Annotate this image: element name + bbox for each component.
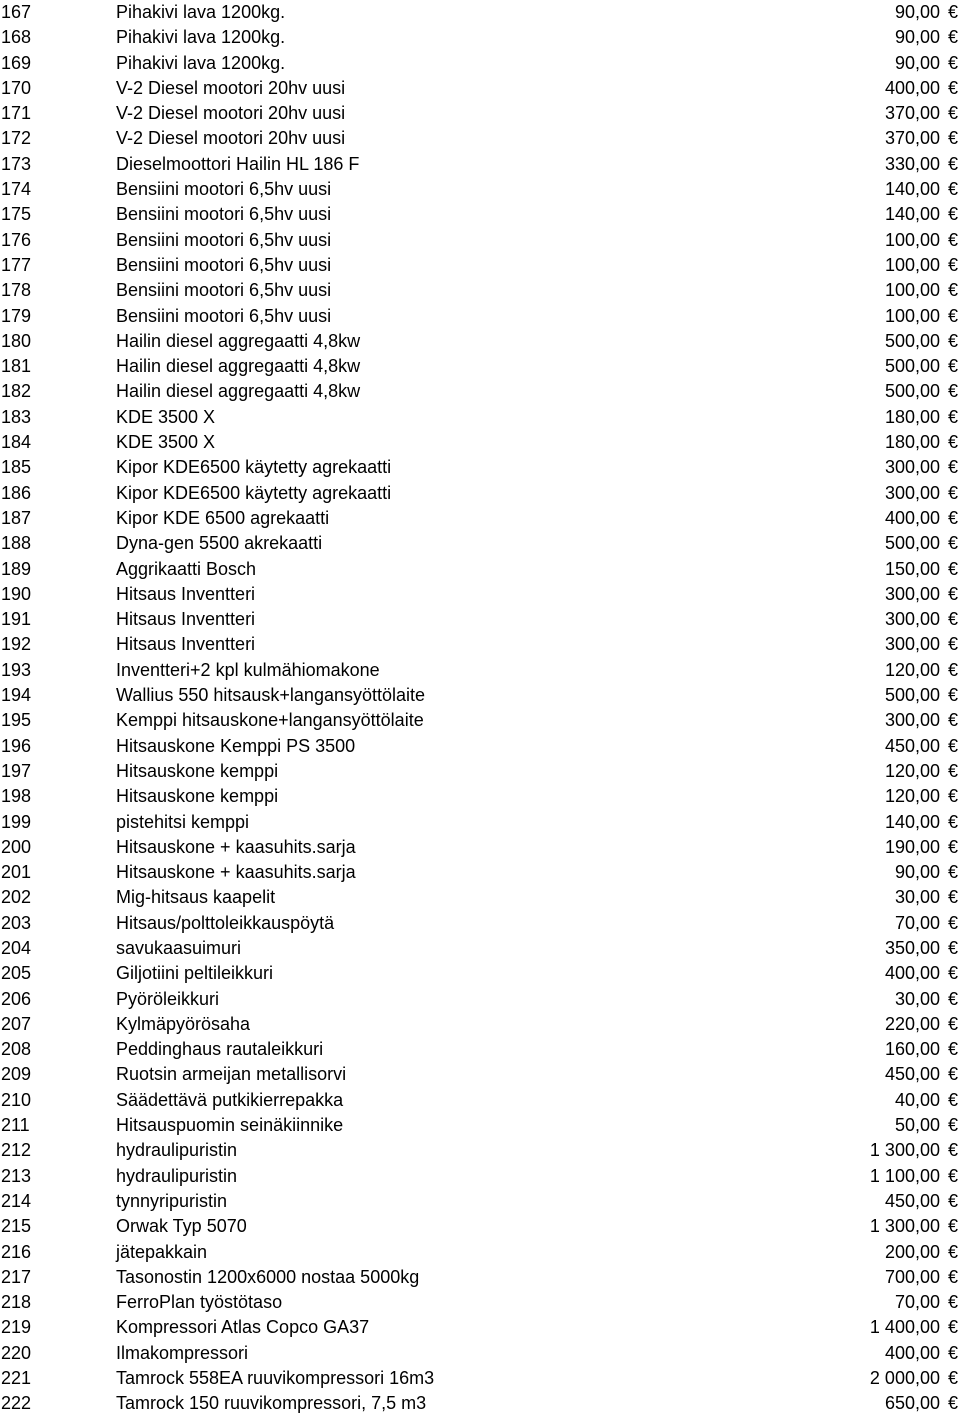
item-price: 1 300,00 <box>869 1216 940 1237</box>
currency-symbol: € <box>947 887 958 908</box>
item-description: Inventteri+2 kpl kulmähiomakone <box>116 659 380 680</box>
currency-symbol: € <box>947 609 958 630</box>
currency-symbol: € <box>947 254 958 275</box>
item-price: 500,00 <box>884 381 940 402</box>
item-number: 185 <box>1 457 32 478</box>
item-description: Dyna-gen 5500 akrekaatti <box>116 533 323 554</box>
list-item <box>0 101 960 126</box>
item-price: 100,00 <box>884 229 940 250</box>
list-item <box>0 1366 960 1391</box>
item-description: KDE 3500 X <box>116 406 216 427</box>
item-price: 300,00 <box>884 710 940 731</box>
item-number: 167 <box>1 2 32 22</box>
item-price: 450,00 <box>884 1064 940 1085</box>
item-price: 100,00 <box>884 305 940 326</box>
item-price: 700,00 <box>884 1266 940 1287</box>
item-description: Tamrock 150 ruuvikompressori, 7,5 m3 <box>116 1393 427 1414</box>
list-item <box>0 1062 960 1087</box>
item-price: 300,00 <box>884 482 940 503</box>
item-description: pistehitsi kemppi <box>116 811 250 832</box>
item-description: Aggrikaatti Bosch <box>116 558 257 579</box>
item-description: Kylmäpyörösaha <box>116 1013 251 1034</box>
item-price: 30,00 <box>894 887 940 908</box>
item-description: Tamrock 558EA ruuvikompressori 16m3 <box>116 1368 435 1389</box>
item-description: Hailin diesel aggregaatti 4,8kw <box>116 356 361 377</box>
item-price: 30,00 <box>894 988 940 1009</box>
item-price: 350,00 <box>884 937 940 958</box>
item-description: Tasonostin 1200x6000 nostaa 5000kg <box>116 1266 420 1287</box>
list-item <box>0 1189 960 1214</box>
list-item <box>0 632 960 657</box>
item-price: 300,00 <box>884 583 940 604</box>
currency-symbol: € <box>947 103 958 124</box>
currency-symbol: € <box>947 1241 958 1262</box>
list-item <box>0 1088 960 1113</box>
currency-symbol: € <box>947 1115 958 1136</box>
list-item <box>0 1240 960 1265</box>
item-price: 370,00 <box>884 128 940 149</box>
item-number: 205 <box>1 963 32 984</box>
list-item <box>0 455 960 480</box>
currency-symbol: € <box>947 179 958 200</box>
item-description: Bensiini mootori 6,5hv uusi <box>116 229 332 250</box>
currency-symbol: € <box>947 52 958 73</box>
currency-symbol: € <box>947 432 958 453</box>
list-item <box>0 228 960 253</box>
list-item <box>0 76 960 101</box>
item-description: Hitsaus Inventteri <box>116 609 256 630</box>
item-number: 215 <box>1 1216 32 1237</box>
item-number: 221 <box>1 1368 32 1389</box>
item-price: 500,00 <box>884 685 940 706</box>
item-number: 201 <box>1 862 32 883</box>
list-item <box>0 430 960 455</box>
item-description: hydraulipuristin <box>116 1165 238 1186</box>
list-item <box>0 531 960 556</box>
item-description: Kipor KDE6500 käytetty agrekaatti <box>116 482 392 503</box>
list-item <box>0 25 960 50</box>
currency-symbol: € <box>947 1140 958 1161</box>
item-description: Bensiini mootori 6,5hv uusi <box>116 204 332 225</box>
currency-symbol: € <box>947 204 958 225</box>
item-description: Ruotsin armeijan metallisorvi <box>116 1064 347 1085</box>
item-number: 209 <box>1 1064 32 1085</box>
item-number: 189 <box>1 558 32 579</box>
list-item <box>0 481 960 506</box>
list-item <box>0 379 960 404</box>
item-number: 194 <box>1 685 32 706</box>
item-description: Hitsaus/polttoleikkauspöytä <box>116 912 335 933</box>
item-description: V-2 Diesel mootori 20hv uusi <box>116 77 346 98</box>
currency-symbol: € <box>947 735 958 756</box>
item-description: Ilmakompressori <box>116 1342 249 1363</box>
item-number: 197 <box>1 760 32 781</box>
currency-symbol: € <box>947 659 958 680</box>
item-price: 70,00 <box>894 1292 940 1313</box>
item-price: 1 400,00 <box>869 1317 940 1338</box>
item-description: Wallius 550 hitsausk+langansyöttölaite <box>116 685 426 706</box>
item-price: 400,00 <box>884 1342 940 1363</box>
item-price: 120,00 <box>884 659 940 680</box>
list-item <box>0 329 960 354</box>
item-description: Kompressori Atlas Copco GA37 <box>116 1317 370 1338</box>
item-number: 188 <box>1 533 32 554</box>
item-price: 70,00 <box>894 912 940 933</box>
item-price: 330,00 <box>884 153 940 174</box>
currency-symbol: € <box>947 811 958 832</box>
item-number: 202 <box>1 887 32 908</box>
list-item <box>0 177 960 202</box>
item-price: 90,00 <box>894 2 940 22</box>
item-number: 200 <box>1 836 32 857</box>
list-item <box>0 1012 960 1037</box>
currency-symbol: € <box>947 963 958 984</box>
currency-symbol: € <box>947 533 958 554</box>
item-number: 171 <box>1 103 32 124</box>
item-number: 199 <box>1 811 32 832</box>
item-description: Peddinghaus rautaleikkuri <box>116 1039 324 1060</box>
item-number: 177 <box>1 254 32 275</box>
item-number: 195 <box>1 710 32 731</box>
item-price: 90,00 <box>894 862 940 883</box>
list-item <box>0 1164 960 1189</box>
list-item <box>0 607 960 632</box>
list-item <box>0 51 960 76</box>
list-item <box>0 885 960 910</box>
item-price: 200,00 <box>884 1241 940 1262</box>
item-number: 212 <box>1 1140 32 1161</box>
item-number: 208 <box>1 1039 32 1060</box>
currency-symbol: € <box>947 381 958 402</box>
currency-symbol: € <box>947 558 958 579</box>
item-price: 500,00 <box>884 330 940 351</box>
currency-symbol: € <box>947 406 958 427</box>
item-number: 180 <box>1 330 32 351</box>
currency-symbol: € <box>947 1064 958 1085</box>
currency-symbol: € <box>947 27 958 48</box>
item-description: tynnyripuristin <box>116 1190 228 1211</box>
item-description: Hitsauskone kemppi <box>116 760 279 781</box>
list-item <box>0 278 960 303</box>
item-price: 220,00 <box>884 1013 940 1034</box>
list-item <box>0 557 960 582</box>
item-description: V-2 Diesel mootori 20hv uusi <box>116 128 346 149</box>
item-price: 500,00 <box>884 533 940 554</box>
item-number: 175 <box>1 204 32 225</box>
item-number: 181 <box>1 356 32 377</box>
item-number: 213 <box>1 1165 32 1186</box>
item-price: 40,00 <box>894 1089 940 1110</box>
list-item <box>0 354 960 379</box>
item-number: 217 <box>1 1266 32 1287</box>
currency-symbol: € <box>947 1292 958 1313</box>
currency-symbol: € <box>947 862 958 883</box>
list-item <box>0 1138 960 1163</box>
item-price: 450,00 <box>884 735 940 756</box>
currency-symbol: € <box>947 710 958 731</box>
currency-symbol: € <box>947 1342 958 1363</box>
item-number: 178 <box>1 280 32 301</box>
item-number: 218 <box>1 1292 32 1313</box>
item-price: 500,00 <box>884 356 940 377</box>
item-number: 214 <box>1 1190 32 1211</box>
item-number: 222 <box>1 1393 32 1414</box>
list-item <box>0 1037 960 1062</box>
item-description: Hailin diesel aggregaatti 4,8kw <box>116 381 361 402</box>
item-number: 168 <box>1 27 32 48</box>
item-price: 1 300,00 <box>869 1140 940 1161</box>
item-price: 140,00 <box>884 811 940 832</box>
currency-symbol: € <box>947 305 958 326</box>
currency-symbol: € <box>947 1216 958 1237</box>
item-price: 150,00 <box>884 558 940 579</box>
item-price: 180,00 <box>884 406 940 427</box>
currency-symbol: € <box>947 1393 958 1414</box>
item-number: 192 <box>1 634 32 655</box>
item-description: Hitsaus Inventteri <box>116 634 256 655</box>
item-number: 216 <box>1 1241 32 1262</box>
item-number: 211 <box>1 1115 30 1136</box>
list-item <box>0 784 960 809</box>
currency-symbol: € <box>947 1190 958 1211</box>
item-number: 172 <box>1 128 32 149</box>
item-price: 400,00 <box>884 963 940 984</box>
currency-symbol: € <box>947 229 958 250</box>
list-item <box>0 708 960 733</box>
item-description: Mig-hitsaus kaapelit <box>116 887 276 908</box>
item-price: 400,00 <box>884 507 940 528</box>
item-number: 183 <box>1 406 32 427</box>
item-number: 219 <box>1 1317 32 1338</box>
item-price: 140,00 <box>884 179 940 200</box>
item-price: 50,00 <box>894 1115 940 1136</box>
item-number: 206 <box>1 988 32 1009</box>
item-price: 190,00 <box>884 836 940 857</box>
currency-symbol: € <box>947 2 958 22</box>
item-number: 176 <box>1 229 32 250</box>
item-description: Hitsauskone + kaasuhits.sarja <box>116 862 356 883</box>
list-item <box>0 936 960 961</box>
item-price: 650,00 <box>884 1393 940 1414</box>
currency-symbol: € <box>947 330 958 351</box>
currency-symbol: € <box>947 685 958 706</box>
item-price: 1 100,00 <box>869 1165 940 1186</box>
currency-symbol: € <box>947 583 958 604</box>
list-item <box>0 1214 960 1239</box>
item-price: 370,00 <box>884 103 940 124</box>
list-item <box>0 1265 960 1290</box>
list-item <box>0 860 960 885</box>
item-description: Bensiini mootori 6,5hv uusi <box>116 305 332 326</box>
list-item <box>0 253 960 278</box>
item-price: 450,00 <box>884 1190 940 1211</box>
item-number: 204 <box>1 937 32 958</box>
item-number: 182 <box>1 381 32 402</box>
item-price: 400,00 <box>884 77 940 98</box>
item-price: 2 000,00 <box>869 1368 940 1389</box>
item-description: Säädettävä putkikierrepakka <box>116 1089 344 1110</box>
item-number: 187 <box>1 507 32 528</box>
item-description: Hailin diesel aggregaatti 4,8kw <box>116 330 361 351</box>
item-number: 220 <box>1 1342 32 1363</box>
list-item <box>0 304 960 329</box>
item-price: 120,00 <box>884 760 940 781</box>
list-item <box>0 1391 960 1416</box>
list-item <box>0 1341 960 1366</box>
item-description: Pyöröleikkuri <box>116 988 220 1009</box>
list-item <box>0 987 960 1012</box>
item-description: Pihakivi lava 1200kg. <box>116 27 286 48</box>
item-description: Hitsauskone Kemppi PS 3500 <box>116 735 356 756</box>
currency-symbol: € <box>947 1165 958 1186</box>
item-description: jätepakkain <box>116 1241 208 1262</box>
item-number: 207 <box>1 1013 32 1034</box>
item-number: 196 <box>1 735 32 756</box>
list-item <box>0 759 960 784</box>
item-price: 90,00 <box>894 52 940 73</box>
item-number: 170 <box>1 77 32 98</box>
item-description: Hitsauskone + kaasuhits.sarja <box>116 836 356 857</box>
currency-symbol: € <box>947 1317 958 1338</box>
item-description: Hitsauspuomin seinäkiinnike <box>116 1115 344 1136</box>
item-number: 184 <box>1 432 32 453</box>
currency-symbol: € <box>947 1368 958 1389</box>
currency-symbol: € <box>947 1089 958 1110</box>
item-price: 120,00 <box>884 786 940 807</box>
item-price: 100,00 <box>884 280 940 301</box>
item-description: Orwak Typ 5070 <box>116 1216 247 1237</box>
list-item <box>0 152 960 177</box>
currency-symbol: € <box>947 786 958 807</box>
currency-symbol: € <box>947 1266 958 1287</box>
currency-symbol: € <box>947 356 958 377</box>
item-number: 191 <box>1 609 32 630</box>
item-price: 90,00 <box>894 27 940 48</box>
item-number: 198 <box>1 786 32 807</box>
list-item <box>0 506 960 531</box>
currency-symbol: € <box>947 77 958 98</box>
item-number: 210 <box>1 1089 32 1110</box>
list-item <box>0 405 960 430</box>
item-description: Pihakivi lava 1200kg. <box>116 52 286 73</box>
item-description: KDE 3500 X <box>116 432 216 453</box>
currency-symbol: € <box>947 153 958 174</box>
item-description: Dieselmoottori Hailin HL 186 F <box>116 153 360 174</box>
list-item <box>0 683 960 708</box>
item-description: Kipor KDE 6500 agrekaatti <box>116 507 330 528</box>
currency-symbol: € <box>947 912 958 933</box>
item-description: Bensiini mootori 6,5hv uusi <box>116 179 332 200</box>
list-item <box>0 810 960 835</box>
item-number: 193 <box>1 659 32 680</box>
item-description: Hitsauskone kemppi <box>116 786 279 807</box>
item-number: 186 <box>1 482 32 503</box>
item-description: Hitsaus Inventteri <box>116 583 256 604</box>
list-item <box>0 1113 960 1138</box>
item-number: 179 <box>1 305 32 326</box>
currency-symbol: € <box>947 128 958 149</box>
item-description: Giljotiini peltileikkuri <box>116 963 274 984</box>
item-description: hydraulipuristin <box>116 1140 238 1161</box>
list-item <box>0 1315 960 1340</box>
item-price: 300,00 <box>884 457 940 478</box>
list-item <box>0 1290 960 1315</box>
currency-symbol: € <box>947 937 958 958</box>
item-number: 173 <box>1 153 32 174</box>
currency-symbol: € <box>947 634 958 655</box>
list-item <box>0 911 960 936</box>
list-item <box>0 582 960 607</box>
currency-symbol: € <box>947 280 958 301</box>
currency-symbol: € <box>947 482 958 503</box>
currency-symbol: € <box>947 988 958 1009</box>
item-description: FerroPlan työstötaso <box>116 1292 283 1313</box>
item-number: 203 <box>1 912 32 933</box>
list-item <box>0 835 960 860</box>
item-price: 160,00 <box>884 1039 940 1060</box>
item-price: 140,00 <box>884 204 940 225</box>
item-price: 300,00 <box>884 609 940 630</box>
currency-symbol: € <box>947 457 958 478</box>
item-description: Kemppi hitsauskone+langansyöttölaite <box>116 710 424 731</box>
list-item <box>0 734 960 759</box>
list-item <box>0 126 960 151</box>
list-item <box>0 961 960 986</box>
item-number: 190 <box>1 583 32 604</box>
currency-symbol: € <box>947 760 958 781</box>
list-item <box>0 0 960 25</box>
item-description: Bensiini mootori 6,5hv uusi <box>116 280 332 301</box>
item-description: Pihakivi lava 1200kg. <box>116 2 286 22</box>
currency-symbol: € <box>947 1013 958 1034</box>
item-number: 169 <box>1 52 32 73</box>
list-item <box>0 202 960 227</box>
item-number: 174 <box>1 179 32 200</box>
item-description: Bensiini mootori 6,5hv uusi <box>116 254 332 275</box>
list-item <box>0 658 960 683</box>
item-description: savukaasuimuri <box>116 937 242 958</box>
currency-symbol: € <box>947 507 958 528</box>
item-description: V-2 Diesel mootori 20hv uusi <box>116 103 346 124</box>
currency-symbol: € <box>947 1039 958 1060</box>
item-price: 100,00 <box>884 254 940 275</box>
item-price: 180,00 <box>884 432 940 453</box>
currency-symbol: € <box>947 836 958 857</box>
item-price: 300,00 <box>884 634 940 655</box>
item-description: Kipor KDE6500 käytetty agrekaatti <box>116 457 392 478</box>
